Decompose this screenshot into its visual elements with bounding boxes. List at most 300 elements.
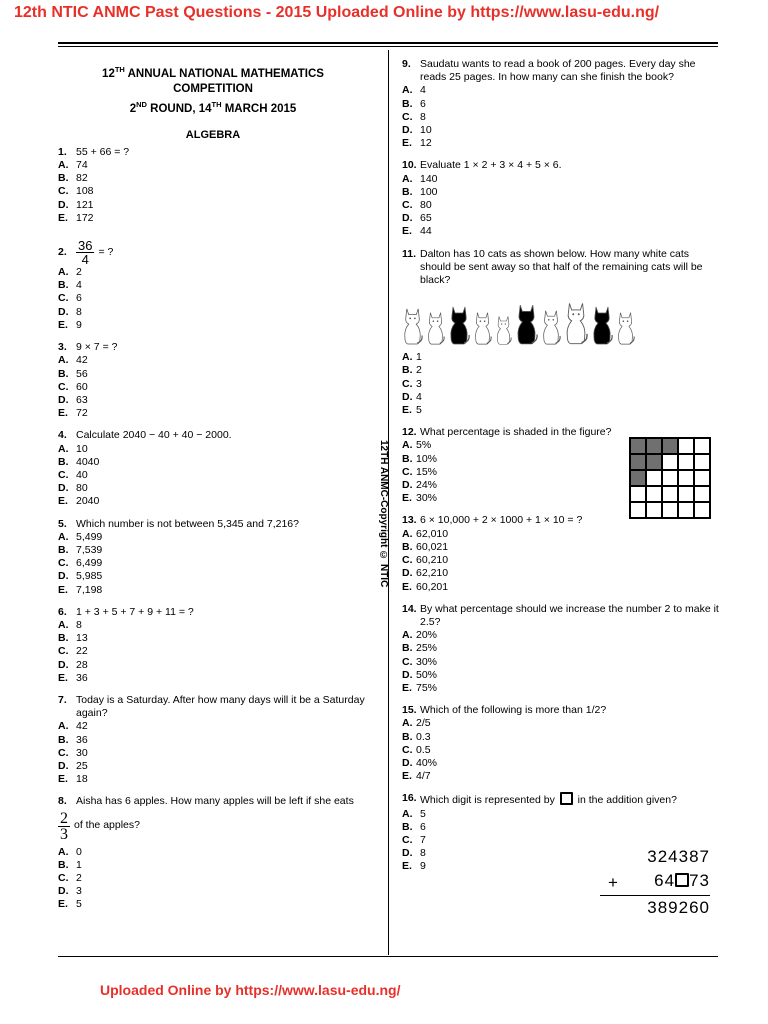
option-b (402, 186, 720, 199)
option-value: 72 (76, 407, 88, 420)
option-label: E. (58, 407, 68, 420)
question-7: 7. Today is a Saturday. After how many days will it be a Saturday again? A. 42 B. 36 C. 30 D. 25 E. 18 (58, 694, 368, 786)
option-b (58, 544, 368, 557)
option-d (58, 306, 368, 319)
option-value: 172 (76, 211, 94, 224)
question-1: 1. 55 + 66 = ? A. 74 B. 82 C. 108 D. 121 E. 172 (58, 146, 368, 225)
option-d (402, 124, 720, 137)
option-label: C. (58, 468, 69, 481)
shaded-cell (630, 470, 646, 486)
option-d (58, 760, 368, 773)
option-label: B. (58, 733, 69, 746)
option-value: 22 (76, 645, 88, 658)
grid-cell (694, 470, 710, 486)
option-a (58, 846, 368, 859)
option-value: 80 (76, 482, 88, 495)
option-label: A. (58, 720, 69, 733)
option-label: C. (402, 465, 413, 478)
option-label: A. (58, 530, 69, 543)
option-label: A. (402, 172, 413, 185)
option-value: 56 (76, 367, 88, 380)
option-c (402, 744, 720, 757)
option-value: 8 (420, 847, 426, 860)
option-value: 10 (76, 442, 88, 455)
header-rule-thin (58, 46, 718, 47)
option-value: 42 (76, 354, 88, 367)
question-14: 14. By what percentage should we increase the number 2 to make it 2.5? A. 20% B. 25% C. 30% D. 50% E. 75% (402, 602, 719, 694)
left-column (58, 62, 368, 921)
option-value: 24% (416, 479, 438, 492)
option-label: D. (58, 393, 69, 406)
option-e (58, 319, 368, 332)
grid-cell (662, 470, 678, 486)
option-label: D. (58, 198, 69, 211)
option-value: 121 (76, 198, 94, 211)
option-value: 40% (416, 756, 438, 769)
grid-cell (646, 470, 662, 486)
option-label: C. (58, 872, 69, 884)
option-b (402, 731, 720, 744)
option-label: B. (58, 367, 69, 380)
option-value: 4 (416, 390, 422, 403)
option-value: 7,539 (76, 543, 103, 556)
option-label: B. (58, 279, 69, 292)
option-d (402, 757, 720, 770)
option-label: D. (58, 482, 69, 495)
option-label: E. (58, 583, 68, 596)
option-a (402, 84, 720, 97)
grid-cell (662, 502, 678, 518)
option-label: D. (58, 305, 69, 318)
option-label: C. (58, 557, 69, 570)
option-label: B. (402, 820, 413, 833)
white-cat-icon (473, 311, 492, 345)
option-value: 18 (76, 773, 88, 786)
option-value: 15% (416, 465, 438, 478)
square-symbol-icon (560, 792, 573, 805)
option-value: 10% (416, 452, 438, 465)
option-d (58, 394, 368, 407)
option-label: B. (58, 172, 69, 185)
option-d (58, 482, 368, 495)
option-b (58, 456, 368, 469)
sum-result: 389260 (647, 898, 710, 917)
option-label: E. (402, 225, 412, 238)
option-label: C. (402, 554, 413, 567)
grid-cell (678, 470, 694, 486)
grid-cell (694, 438, 710, 454)
plus-sign: + (608, 873, 619, 892)
option-e (58, 495, 368, 508)
white-cat-icon (426, 311, 445, 345)
option-value: 75% (416, 681, 438, 694)
black-cat-icon (448, 305, 470, 345)
option-label: B. (58, 455, 69, 468)
option-value: 7 (420, 833, 426, 846)
option-label: D. (58, 759, 69, 772)
option-label: B. (402, 452, 413, 465)
option-value: 6 (76, 292, 82, 305)
option-value: 140 (420, 172, 438, 185)
white-cat-icon (402, 307, 423, 345)
option-e (58, 407, 368, 420)
grid-cell (662, 454, 678, 470)
option-label: B. (58, 632, 69, 645)
grid-cell (678, 438, 694, 454)
addend-2: 64 73 (654, 871, 710, 890)
header-rule (58, 42, 718, 44)
option-a (402, 808, 720, 821)
option-value: 7,198 (76, 583, 103, 596)
option-label: A. (58, 845, 69, 858)
option-label: C. (402, 655, 413, 668)
shaded-cell (630, 438, 646, 454)
option-value: 62,010 (416, 527, 449, 540)
option-c (402, 199, 720, 212)
option-c (58, 872, 368, 885)
option-label: A. (402, 629, 413, 642)
option-c (58, 645, 368, 658)
option-value: 5% (416, 439, 432, 452)
option-label: B. (402, 730, 413, 743)
exam-title: 12TH ANNUAL NATIONAL MATHEMATICS COMPETITION 2ND ROUND, 14TH MARCH 2015 (102, 65, 324, 115)
option-a (58, 619, 368, 632)
question-6: 6. 1 + 3 + 5 + 7 + 9 + 11 = ? A. 8 B. 13 C. 22 D. 28 E. 36 (58, 606, 368, 685)
footer-rule (58, 956, 718, 957)
option-c (58, 292, 368, 305)
option-value: 12 (420, 137, 432, 150)
shaded-grid-figure (629, 437, 711, 519)
option-d (402, 669, 720, 682)
grid-cell (630, 486, 646, 502)
option-label: A. (402, 527, 413, 540)
option-value: 63 (76, 393, 88, 406)
option-value: 30 (76, 746, 88, 759)
addend-1: 324387 (647, 847, 710, 866)
option-value: 44 (420, 225, 432, 238)
option-value: 2 (76, 872, 82, 884)
option-c (402, 656, 720, 669)
grid-cell (694, 454, 710, 470)
copyright-vertical: 12TH ANMC-Copyright © NTIC (378, 440, 389, 588)
option-b (58, 368, 368, 381)
option-label: A. (58, 266, 69, 279)
option-b (402, 541, 720, 554)
cats-figure (402, 297, 720, 345)
option-value: 8 (76, 305, 82, 318)
option-b (402, 364, 720, 377)
question-12: 12. What percentage is shaded in the figure? A. 5% B. 10% C. 15% D. 24% E. 30% (402, 426, 720, 505)
question-13: 13. 6 × 10,000 + 2 × 1000 + 1 × 10 = ? A. 62,010 B. 60,021 C. 60,210 D. 62,210 E. 60,201 (402, 514, 720, 593)
option-value: 3 (416, 377, 422, 390)
option-value: 4 (420, 84, 426, 97)
option-label: D. (402, 479, 413, 492)
option-label: D. (58, 570, 69, 583)
option-a (58, 720, 368, 733)
option-a (402, 351, 720, 364)
bottom-banner: Uploaded Online by https://www.lasu-edu.ng/ (100, 982, 401, 998)
option-e (402, 682, 720, 695)
option-label: E. (58, 318, 68, 331)
option-value: 30% (416, 655, 438, 668)
black-cat-icon (515, 303, 538, 345)
option-e (402, 225, 720, 238)
option-e (402, 770, 720, 783)
option-value: 1 (76, 858, 82, 871)
option-value: 4/7 (416, 770, 431, 783)
option-value: 0.3 (416, 730, 431, 743)
option-a (402, 717, 720, 730)
option-value: 62,210 (416, 567, 449, 580)
option-e (58, 584, 368, 597)
option-value: 60,201 (416, 580, 449, 593)
option-label: A. (402, 439, 413, 452)
question-4: 4. Calculate 2040 − 40 + 40 − 2000. A. 10 B. 4040 C. 40 D. 80 E. 2040 (58, 429, 368, 508)
option-label: E. (402, 492, 412, 505)
option-value: 5 (416, 404, 422, 417)
option-value: 20% (416, 629, 438, 642)
option-a (402, 528, 720, 541)
question-16: 16. Which digit is represented by in the addition given? A. 5 B. 6 C. 7 D. 8 E. 9 (402, 792, 720, 873)
option-label: D. (402, 756, 413, 769)
option-value: 82 (76, 172, 88, 185)
option-value: 9 (420, 860, 426, 873)
option-value: 42 (76, 720, 88, 733)
grid-cell (646, 486, 662, 502)
option-value: 8 (420, 110, 426, 123)
option-e (58, 773, 368, 786)
option-label: E. (402, 404, 412, 417)
section-heading: ALGEBRA (185, 128, 241, 141)
option-c (402, 378, 720, 391)
option-label: E. (58, 671, 68, 684)
grid-cell (694, 502, 710, 518)
option-label: C. (58, 645, 69, 658)
question-11: 11. Dalton has 10 cats as shown below. How many white cats should be sent away so that half of the remaining cats will be black? A. 1 B. 2 C. 3 D. 4 E. 5 (402, 248, 720, 418)
option-value: 74 (76, 159, 88, 172)
option-c (58, 185, 368, 198)
option-value: 50% (416, 668, 438, 681)
option-d (58, 885, 368, 898)
grid-cell (646, 502, 662, 518)
option-value: 5,499 (76, 530, 103, 543)
option-label: D. (402, 847, 413, 860)
option-b (58, 734, 368, 747)
option-value: 1 (416, 351, 422, 364)
option-label: E. (402, 860, 412, 873)
option-value: 2040 (76, 495, 100, 508)
option-label: B. (58, 543, 69, 556)
option-c (402, 111, 720, 124)
option-a (58, 354, 368, 367)
option-value: 0.5 (416, 743, 431, 756)
option-e (402, 404, 720, 417)
option-label: A. (58, 354, 69, 367)
option-value: 108 (76, 185, 94, 198)
question-9: 9. Saudatu wants to read a book of 200 pages. Every day she reads 25 pages. In how many can she finish the book? A. 4 B. 6 C. 8 D. 10 E. 12 (402, 58, 720, 150)
option-label: B. (58, 858, 69, 871)
option-value: 0 (76, 845, 82, 858)
option-value: 2 (416, 364, 422, 377)
option-c (58, 381, 368, 394)
shaded-cell (646, 454, 662, 470)
option-label: E. (58, 898, 68, 911)
grid-cell (662, 486, 678, 502)
option-label: B. (402, 642, 413, 655)
option-value: 25% (416, 642, 438, 655)
fraction: $\frac{2}{3}$ (60, 809, 68, 843)
option-value: 5 (420, 807, 426, 820)
shaded-cell (646, 438, 662, 454)
option-a (402, 173, 720, 186)
option-label: E. (402, 770, 412, 783)
option-label: A. (58, 159, 69, 172)
option-b (58, 859, 368, 872)
grid-cell (678, 502, 694, 518)
option-value: 40 (76, 468, 88, 481)
top-banner: 12th NTIC ANMC Past Questions - 2015 Uploaded Online by https://www.lasu-edu.ng/ (14, 4, 660, 21)
option-value: 80 (420, 199, 432, 212)
option-value: 3 (76, 885, 82, 898)
option-label: A. (402, 351, 413, 364)
option-label: A. (58, 618, 69, 631)
option-b (402, 98, 720, 111)
option-value: 2/5 (416, 717, 431, 730)
option-label: A. (402, 84, 413, 97)
option-label: E. (402, 681, 412, 694)
option-label: A. (402, 717, 413, 730)
option-label: E. (402, 137, 412, 150)
option-label: C. (402, 833, 413, 846)
option-b (58, 172, 368, 185)
option-d (58, 659, 368, 672)
question-3: 3. 9 × 7 = ? A. 42 B. 56 C. 60 D. 63 E. 72 (58, 341, 368, 420)
question-2: 2. $\frac{36}{4}$ = ? A. 2 B. 4 C. 6 D. 8 E. 9 (58, 239, 368, 332)
option-label: D. (402, 668, 413, 681)
option-value: 5,985 (76, 570, 103, 583)
square-symbol-icon (675, 873, 689, 887)
fraction: $\frac{36}{4}$ (78, 238, 93, 268)
question-8: 8. Aisha has 6 apples. How many apples will be left if she eats $\frac{2}{3}$ of the apples? A. 0 B. 1 C. 2 D. 3 E. 5 (58, 795, 368, 911)
option-value: 100 (420, 185, 438, 198)
option-label: D. (402, 124, 413, 137)
option-b (58, 632, 368, 645)
option-value: 6 (420, 97, 426, 110)
grid-cell (630, 502, 646, 518)
option-e (58, 672, 368, 685)
option-label: C. (402, 199, 413, 212)
option-value: 60 (76, 380, 88, 393)
option-d (58, 570, 368, 583)
option-value: 5 (76, 898, 82, 911)
option-label: A. (58, 442, 69, 455)
option-value: 60,021 (416, 540, 449, 553)
option-label: C. (58, 746, 69, 759)
option-value: 9 (76, 318, 82, 331)
option-e (402, 581, 720, 594)
option-label: C. (58, 380, 69, 393)
option-label: D. (402, 567, 413, 580)
black-cat-icon (591, 305, 613, 345)
option-label: C. (58, 292, 69, 305)
option-value: 2 (76, 266, 82, 279)
shaded-cell (630, 454, 646, 470)
option-value: 8 (76, 618, 82, 631)
grid-cell (678, 454, 694, 470)
option-c (58, 747, 368, 760)
option-label: C. (402, 743, 413, 756)
white-cat-icon (495, 315, 512, 345)
option-value: 13 (76, 632, 88, 645)
grid-cell (694, 486, 710, 502)
question-15: 15. Which of the following is more than 1/2? A. 2/5 B. 0.3 C. 0.5 D. 40% E. 4/7 (402, 704, 720, 783)
option-label: E. (402, 580, 412, 593)
option-value: 25 (76, 759, 88, 772)
question-10: 10. Evaluate 1 × 2 + 3 × 4 + 5 × 6. A. 140 B. 100 C. 80 D. 65 E. 44 (402, 159, 720, 238)
option-a (402, 629, 720, 642)
option-d (58, 199, 368, 212)
option-label: E. (58, 773, 68, 786)
option-a (58, 266, 368, 279)
option-label: B. (402, 97, 413, 110)
option-a (58, 159, 368, 172)
option-e (402, 137, 720, 150)
option-label: E. (58, 211, 68, 224)
option-label: C. (402, 377, 413, 390)
option-value: 4040 (76, 455, 100, 468)
option-e (58, 898, 368, 911)
option-b (402, 821, 720, 834)
question-5: 5. Which number is not between 5,345 and 7,216? A. 5,499 B. 7,539 C. 6,499 D. 5,985 E. 7,198 (58, 518, 368, 597)
option-a (58, 531, 368, 544)
white-cat-icon (541, 309, 561, 345)
shaded-cell (662, 438, 678, 454)
option-value: 28 (76, 658, 88, 671)
option-value: 4 (76, 279, 82, 292)
option-c (402, 554, 720, 567)
option-value: 65 (420, 212, 432, 225)
option-label: B. (402, 364, 413, 377)
option-value: 30% (416, 492, 438, 505)
white-cat-icon (616, 311, 635, 345)
option-label: D. (402, 390, 413, 403)
option-label: E. (58, 495, 68, 508)
option-value: 60,210 (416, 554, 449, 567)
white-cat-icon (564, 301, 588, 345)
option-value: 36 (76, 671, 88, 684)
option-c (58, 469, 368, 482)
option-value: 36 (76, 733, 88, 746)
option-d (402, 212, 720, 225)
option-b (402, 642, 720, 655)
option-label: B. (402, 540, 413, 553)
option-b (58, 279, 368, 292)
option-d (402, 567, 720, 580)
option-label: C. (402, 110, 413, 123)
option-d (402, 391, 720, 404)
option-label: A. (402, 807, 413, 820)
option-value: 10 (420, 124, 432, 137)
option-label: C. (58, 185, 69, 198)
option-label: D. (58, 658, 69, 671)
option-a (58, 443, 368, 456)
option-label: D. (402, 212, 413, 225)
grid-cell (678, 486, 694, 502)
option-label: D. (58, 885, 69, 898)
option-value: 6 (420, 820, 426, 833)
option-e (58, 212, 368, 225)
addition-figure (600, 845, 710, 920)
